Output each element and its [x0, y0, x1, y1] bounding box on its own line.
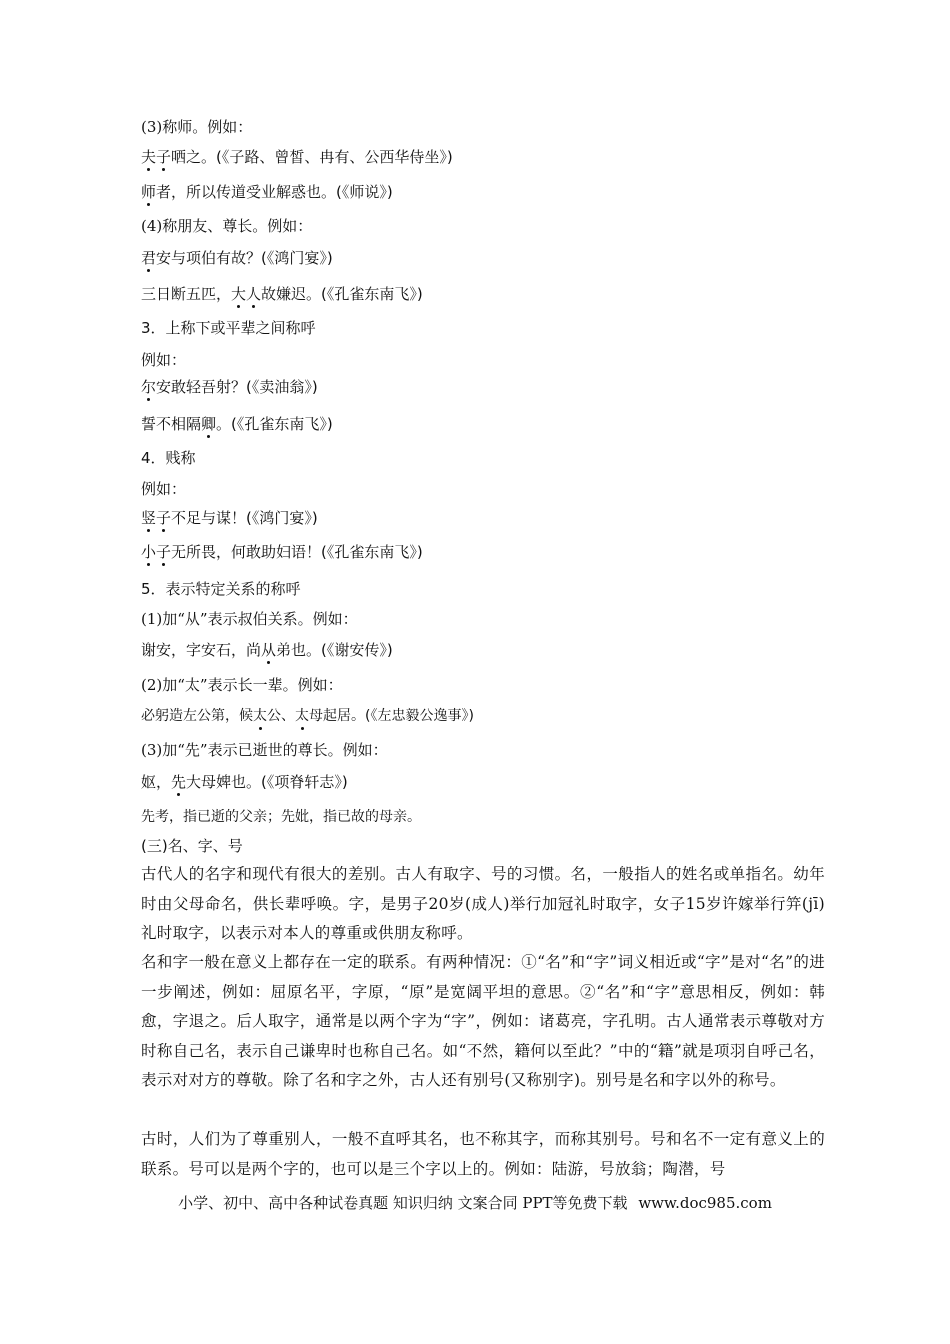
example-text: 誓不相隔 — [141, 415, 202, 433]
paragraph: 名和字一般在意义上都存在一定的联系。有两种情况：①“名”和“字”词义相近或“字”是对“名”的进一步阐述，例如：屈原名平，字原，“原”是宽阔平坦的意思。②“名”和“字”意思相反，例如：韩愈，字退之。后人取字，通常是以两个字为“字”，例如：诸葛亮，字孔明。古人通常表示尊敬对方时称自己名，表示自己谦卑时也称自己名。如“不然，籍何以至此？”中的“籍”就是项羽自呼己名，表示对对方的尊敬。除了名和字之外，古人还有别号(又称别字)。别号是名和字以外的称号。 — [141, 953, 825, 1089]
subheading-xian: (3)加“先”表示已逝世的尊长。例如： — [141, 741, 388, 759]
dotted-char: 太 — [253, 708, 267, 724]
example-text: 公、 — [267, 708, 295, 724]
paragraph: 古时，人们为了尊重别人，一般不直呼其名，也不称其字，而称其别号。号和名不一定有意义上的联系。号可以是两个字的，也可以是三个字以上的。例如：陆游，号放翁；陶潜，号 — [141, 1130, 825, 1178]
example-line — [141, 640, 890, 660]
section-heading-3: 3．上称下或平辈之间称呼 — [141, 319, 316, 337]
dotted-char: 师 — [141, 183, 157, 201]
example-line — [141, 542, 890, 562]
dotted-char: 小 — [141, 543, 157, 561]
example-line — [141, 147, 890, 167]
section-heading-names: (三)名、字、号 — [141, 837, 243, 855]
dotted-char: 竖 — [141, 509, 157, 527]
example-text: 不足与谋！(《鸿门宴》) — [171, 509, 318, 527]
dotted-char: 卿 — [201, 415, 217, 433]
subheading-call-teacher: (3)称师。例如： — [141, 118, 253, 136]
example-label: 例如： — [141, 351, 187, 369]
dotted-char: 尔 — [141, 378, 157, 396]
dotted-char: 子 — [156, 148, 172, 166]
example-text: 妪， — [141, 773, 172, 791]
example-text: 三日断五匹， — [141, 285, 232, 303]
dotted-char: 从 — [261, 641, 277, 659]
page-footer — [0, 1192, 950, 1213]
example-text: 者，所以传道受业解惑也。(《师说》) — [156, 183, 393, 201]
dotted-char: 大 — [231, 285, 247, 303]
section-heading-4: 4．贱称 — [141, 449, 196, 467]
example-text: 母起居。(《左忠毅公逸事》) — [309, 708, 474, 724]
example-text: 。(《孔雀东南飞》) — [216, 415, 333, 433]
example-line — [141, 284, 890, 304]
footer-slogan: 小学、初中、高中各种试卷真题 知识归纳 文案合同 PPT等免费下载 — [178, 1194, 628, 1212]
subheading-call-friend: (4)称朋友、尊长。例如： — [141, 217, 313, 235]
dotted-char: 子 — [156, 509, 172, 527]
example-text: 哂之。(《子路、曾皙、冉有、公西华侍坐》) — [171, 148, 453, 166]
subheading-tai: (2)加“太”表示长一辈。例如： — [141, 676, 343, 694]
example-line — [141, 414, 890, 434]
dotted-char: 太 — [295, 708, 309, 724]
example-line — [141, 772, 890, 792]
example-text: 安与项伯有故？(《鸿门宴》) — [156, 249, 333, 267]
example-text: 大母婢也。(《项脊轩志》) — [186, 773, 348, 791]
dotted-char: 夫 — [141, 148, 157, 166]
footer-site-link[interactable]: www.doc985.com — [638, 1194, 772, 1212]
subheading-cong: (1)加“从”表示叔伯关系。例如： — [141, 610, 358, 628]
example-line — [141, 706, 890, 726]
example-text: 必躬造左公第，候 — [141, 708, 253, 724]
example-line — [141, 182, 890, 202]
note-line: 先考，指已逝的父亲；先妣，指已故的母亲。 — [141, 809, 421, 825]
example-text: 故嫌迟。(《孔雀东南飞》) — [261, 285, 423, 303]
example-label: 例如： — [141, 480, 187, 498]
example-line — [141, 248, 890, 268]
section-heading-5: 5．表示特定关系的称呼 — [141, 580, 301, 598]
example-text: 谢安，字安石，尚 — [141, 641, 262, 659]
example-line — [141, 508, 890, 528]
paragraph: 古代人的名字和现代有很大的差别。古人有取字、号的习惯。名，一般指人的姓名或单指名。幼年时由父母命名，供长辈呼唤。字，是男子20岁(成人)举行加冠礼时取字，女子15岁许嫁举行笄(jī)礼时取字，以表示对本人的尊重或供朋友称呼。 — [141, 865, 825, 942]
example-text: 安敢轻吾射？(《卖油翁》) — [156, 378, 318, 396]
example-text: 弟也。(《谢安传》) — [276, 641, 393, 659]
dotted-char: 先 — [171, 773, 187, 791]
example-text: 无所畏，何敢助妇语！(《孔雀东南飞》) — [171, 543, 423, 561]
example-line — [141, 377, 890, 397]
dotted-char: 子 — [156, 543, 172, 561]
dotted-char: 人 — [246, 285, 262, 303]
dotted-char: 君 — [141, 249, 157, 267]
